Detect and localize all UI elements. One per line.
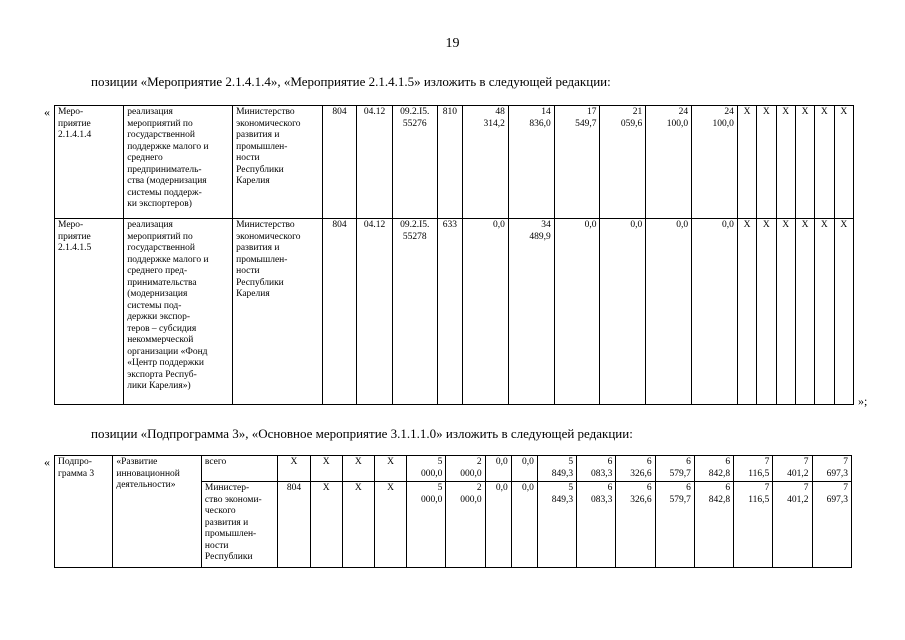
amount-cell-line: 7 [764,483,770,493]
amount-cell-line: 7 [764,457,770,467]
code-cell-line: X [290,457,298,467]
executor-cell-line: ности [236,266,260,276]
amount-cell-line: 2 [476,483,482,493]
amount-cell-line: 401,2 [787,494,809,505]
code-cell [310,482,342,568]
mark-cell-line: X [820,107,828,117]
vr-code-cell-line: 633 [442,220,457,230]
executor-cell [233,219,323,405]
vr-code-cell-line: 810 [442,107,457,117]
section1-open-quote: « [44,105,50,119]
amount-cell [600,219,646,405]
measure-name-cell-line: 2.1.4.1.5 [58,243,92,253]
mark-cell-line: X [840,107,848,117]
amount-cell-line: 697,3 [826,494,848,505]
csr-code-cell-line: 09.2.I5. [400,220,430,230]
mark-cell-line: X [840,220,848,230]
amount-cell [407,456,446,482]
csr-code-cell-line: 55278 [402,231,427,242]
mark-cell-line: X [782,220,790,230]
amount-cell-line: 6 [725,483,731,493]
section2-intro: позиции «Подпрограмма 3», «Основное мероприятие 3.1.1.1.0» изложить в следующей редакции: [91,426,633,441]
amount-cell-line: 7 [843,457,848,467]
amount-cell-line: 100,0 [712,118,734,129]
amount-cell-line: 6 [725,457,731,467]
section1-close-quote: »; [858,394,868,408]
measure-description-cell-line: среднего пред- [127,266,188,276]
amount-cell [773,482,812,568]
amount-cell-line: 6 [686,457,691,467]
mark-cell-line: X [820,220,828,230]
amount-cell [646,106,692,219]
amount-cell-line: 7 [803,457,809,467]
page-number: 19 [445,36,460,51]
amount-cell-line: 0,0 [493,220,505,230]
amount-cell-line: 2 [476,457,482,467]
amount-cell-line: 5 [437,457,443,467]
amount-cell-line: 0,0 [722,220,734,230]
amount-cell-line: 7 [803,483,809,493]
amount-cell-line: 21 [632,107,643,117]
executor-cell-line: Республики [236,164,284,175]
amount-cell [446,456,485,482]
amount-cell-line: 6 [607,457,613,467]
executor-cell [201,482,277,568]
mark-cell-line: X [801,107,809,117]
measure-description-cell-line: государственной [127,243,195,253]
code-cell-line: X [322,483,330,493]
rzpr-code-cell [357,106,393,219]
mark-cell [815,106,834,219]
amount-cell-line: 849,3 [551,468,574,479]
amount-cell-line: 0,0 [495,457,508,467]
amount-cell-line: 48 [495,107,505,117]
measure-description-cell-line: реализация [127,220,173,230]
code-cell-line: X [354,457,362,467]
executor-cell-line: ности [236,153,260,163]
mark-cell-line: X [743,107,751,117]
amount-cell [508,106,554,219]
amount-cell [537,456,576,482]
amount-cell-line: 5 [568,457,574,467]
table-row [55,456,852,482]
amount-cell-line: 17 [586,107,597,117]
executor-cell-line: Министерство [236,220,295,230]
mark-cell [834,106,853,219]
measure-name-cell [55,219,124,405]
measure-name-cell [55,106,124,219]
amount-cell [511,482,537,568]
mark-cell [737,106,756,219]
rzpr-code-cell-line: 04.12 [363,220,386,230]
csr-code-cell [392,219,437,405]
amount-cell-line: 100,0 [666,118,689,129]
vr-code-cell [437,106,462,219]
amount-cell [812,482,851,568]
executor-cell-line: всего [204,457,227,467]
code-cell-line: X [354,483,362,493]
amount-cell [554,219,600,405]
table-row [55,106,854,219]
amount-cell-line: 6 [646,483,652,493]
amount-cell [692,219,738,405]
grbs-code-cell-line: 804 [332,220,347,230]
executor-cell-line: ческого [204,506,236,516]
mark-cell [795,219,814,405]
measure-description-cell-line: мероприятий по [127,118,193,129]
program-name-cell-line: Подпро- [58,457,92,467]
code-cell [310,456,342,482]
executor-cell-line: ности [204,540,229,551]
amount-cell-line: 0,0 [630,220,643,230]
amount-cell-line: 083,3 [591,494,613,505]
measure-name-cell-line: Меро- [58,107,84,117]
amount-cell-line: 326,6 [630,494,652,505]
executor-cell [201,456,277,482]
executor-cell-line: развития и [236,130,280,140]
amount-cell [508,219,554,405]
amount-cell [511,456,537,482]
rzpr-code-cell-line: 04.12 [363,107,386,117]
mark-cell-line: X [782,107,790,117]
measure-name-cell-line: приятие [58,118,91,129]
amount-cell-line: 326,6 [630,468,652,479]
mark-cell [815,219,834,405]
amount-cell-line: 0,0 [676,220,689,230]
measure-description-cell-line: ки экспортеров) [127,199,192,209]
amount-cell-line: 0,0 [522,483,534,493]
code-cell [278,456,310,482]
code-cell-line: X [387,483,394,493]
executor-cell-line: Министерство [236,107,295,117]
amount-cell [446,482,485,568]
amount-cell [694,456,733,482]
amount-cell [463,219,509,405]
mark-cell [757,106,776,219]
amount-cell-line: 849,3 [551,494,574,505]
amount-cell-line: 14 [541,107,551,117]
code-cell-line: X [387,457,394,467]
amount-cell [485,482,511,568]
amount-cell-line: 842,8 [708,468,731,479]
program-description-cell-line: «Развитие [116,457,158,467]
executor-cell-line: экономического [236,118,301,129]
amount-cell-line: 6 [607,483,613,493]
amount-cell-line: 000,0 [460,468,482,479]
mark-cell [776,219,795,405]
measure-name-cell-line: Меро- [58,220,84,230]
program-description-cell [113,456,202,568]
amount-cell [616,456,655,482]
mark-cell [795,106,814,219]
amount-cell-line: 7 [843,483,848,493]
executor-cell-line: экономического [236,231,301,242]
amount-cell [407,482,446,568]
section2-table [54,455,852,568]
program-name-cell-line: грамма 3 [58,468,95,479]
mark-cell [776,106,795,219]
executor-cell-line: Республики [204,552,253,562]
amount-cell [463,106,509,219]
measure-description-cell-line: теров – субсидия [127,323,197,334]
program-description-cell-line: инновационной [116,468,180,479]
measure-description-cell-line: системы поддерж- [127,187,202,198]
code-cell [374,482,406,568]
amount-cell-line: 116,5 [748,494,770,505]
amount-cell [655,456,694,482]
csr-code-cell [392,106,437,219]
measure-name-cell-line: 2.1.4.1.4 [58,130,92,140]
measure-description-cell [124,106,233,219]
executor-cell-line: Карелия [236,289,270,299]
measure-description-cell-line: поддержке малого и [127,254,209,265]
executor-cell-line: промышлен- [236,141,288,152]
measure-description-cell-line: предприниматель- [127,164,202,175]
measure-description-cell [124,219,233,405]
csr-code-cell-line: 09.2.I5. [400,107,430,117]
amount-cell [577,456,616,482]
amount-cell-line: 000,0 [460,494,482,505]
executor-cell-line: Республики [236,277,284,288]
amount-cell-line: 059,6 [620,118,643,129]
amount-cell-line: 842,8 [708,494,731,505]
mark-cell [737,219,756,405]
amount-cell [655,482,694,568]
amount-cell-line: 836,0 [529,118,551,129]
amount-cell [734,482,773,568]
csr-code-cell-line: 55276 [402,118,427,129]
measure-description-cell-line: поддержке малого и [127,141,209,152]
mark-cell-line: X [762,220,770,230]
measure-description-cell-line: государственной [127,130,195,140]
measure-description-cell-line: держки экспор- [127,312,191,322]
amount-cell-line: 401,2 [787,468,809,479]
amount-cell [773,456,812,482]
amount-cell-line: 697,3 [826,468,848,479]
amount-cell [692,106,738,219]
executor-cell-line: Министер- [204,483,250,493]
executor-cell [233,106,323,219]
measure-description-cell-line: организации «Фонд [127,346,208,357]
amount-cell-line: 34 [541,220,551,230]
code-cell [342,456,374,482]
amount-cell-line: 24 [678,107,689,117]
amount-cell-line: 549,7 [575,118,597,129]
amount-cell-line: 000,0 [420,468,443,479]
amount-cell [646,219,692,405]
amount-cell [734,456,773,482]
amount-cell [577,482,616,568]
amount-cell [812,456,851,482]
amount-cell-line: 5 [568,483,574,493]
amount-cell-line: 489,9 [529,231,551,242]
amount-cell-line: 579,7 [669,494,691,505]
measure-description-cell-line: среднего [127,153,163,163]
code-cell [342,482,374,568]
amount-cell [616,482,655,568]
measure-description-cell-line: системы под- [127,300,182,311]
code-cell-line: 804 [286,483,302,493]
measure-description-cell-line: лики Карелия») [127,381,191,391]
executor-cell-line: ство экономи- [204,494,262,505]
executor-cell-line: Карелия [236,176,270,186]
amount-cell-line: 579,7 [669,468,691,479]
section2-open-quote: « [44,455,50,469]
amount-cell-line: 000,0 [420,494,443,505]
mark-cell-line: X [743,220,751,230]
amount-cell-line: 314,2 [483,118,505,129]
measure-description-cell-line: некоммерческой [127,335,194,345]
measure-description-cell-line: (модернизация [127,289,188,299]
mark-cell-line: X [762,107,770,117]
code-cell [278,482,310,568]
amount-cell-line: 6 [686,483,691,493]
program-name-cell [55,456,113,568]
mark-cell [757,219,776,405]
amount-cell-line: 0,0 [584,220,597,230]
grbs-code-cell [322,219,357,405]
amount-cell-line: 0,0 [495,483,508,493]
measure-description-cell-line: экспорта Респуб- [127,369,197,380]
measure-name-cell-line: приятие [58,231,91,242]
grbs-code-cell [322,106,357,219]
executor-cell-line: развития и [204,517,249,528]
rzpr-code-cell [357,219,393,405]
section1-table [54,105,854,405]
code-cell [374,456,406,482]
amount-cell [554,106,600,219]
mark-cell-line: X [801,220,809,230]
executor-cell-line: развития и [236,243,280,253]
code-cell-line: X [322,457,330,467]
grbs-code-cell-line: 804 [332,107,347,117]
measure-description-cell-line: реализация [127,107,173,117]
measure-description-cell-line: ства (модернизация [127,176,207,186]
measure-description-cell-line: принимательства [127,277,197,288]
amount-cell-line: 083,3 [591,468,613,479]
vr-code-cell [437,219,462,405]
amount-cell-line: 0,0 [522,457,534,467]
program-description-cell-line: деятельности» [116,480,176,490]
amount-cell [537,482,576,568]
amount-cell-line: 24 [724,107,734,117]
executor-cell-line: промышлен- [236,254,288,265]
mark-cell [834,219,853,405]
executor-cell-line: промышлен- [204,529,257,539]
amount-cell [485,456,511,482]
measure-description-cell-line: мероприятий по [127,231,193,242]
measure-description-cell-line: «Центр поддержки [127,358,204,368]
amount-cell [694,482,733,568]
amount-cell [600,106,646,219]
amount-cell-line: 6 [646,457,652,467]
section1-intro: позиции «Мероприятие 2.1.4.1.4», «Мероприятие 2.1.4.1.5» изложить в следующей редакции: [91,74,611,89]
amount-cell-line: 5 [437,483,443,493]
table-row [55,219,854,405]
amount-cell-line: 116,5 [748,468,770,479]
